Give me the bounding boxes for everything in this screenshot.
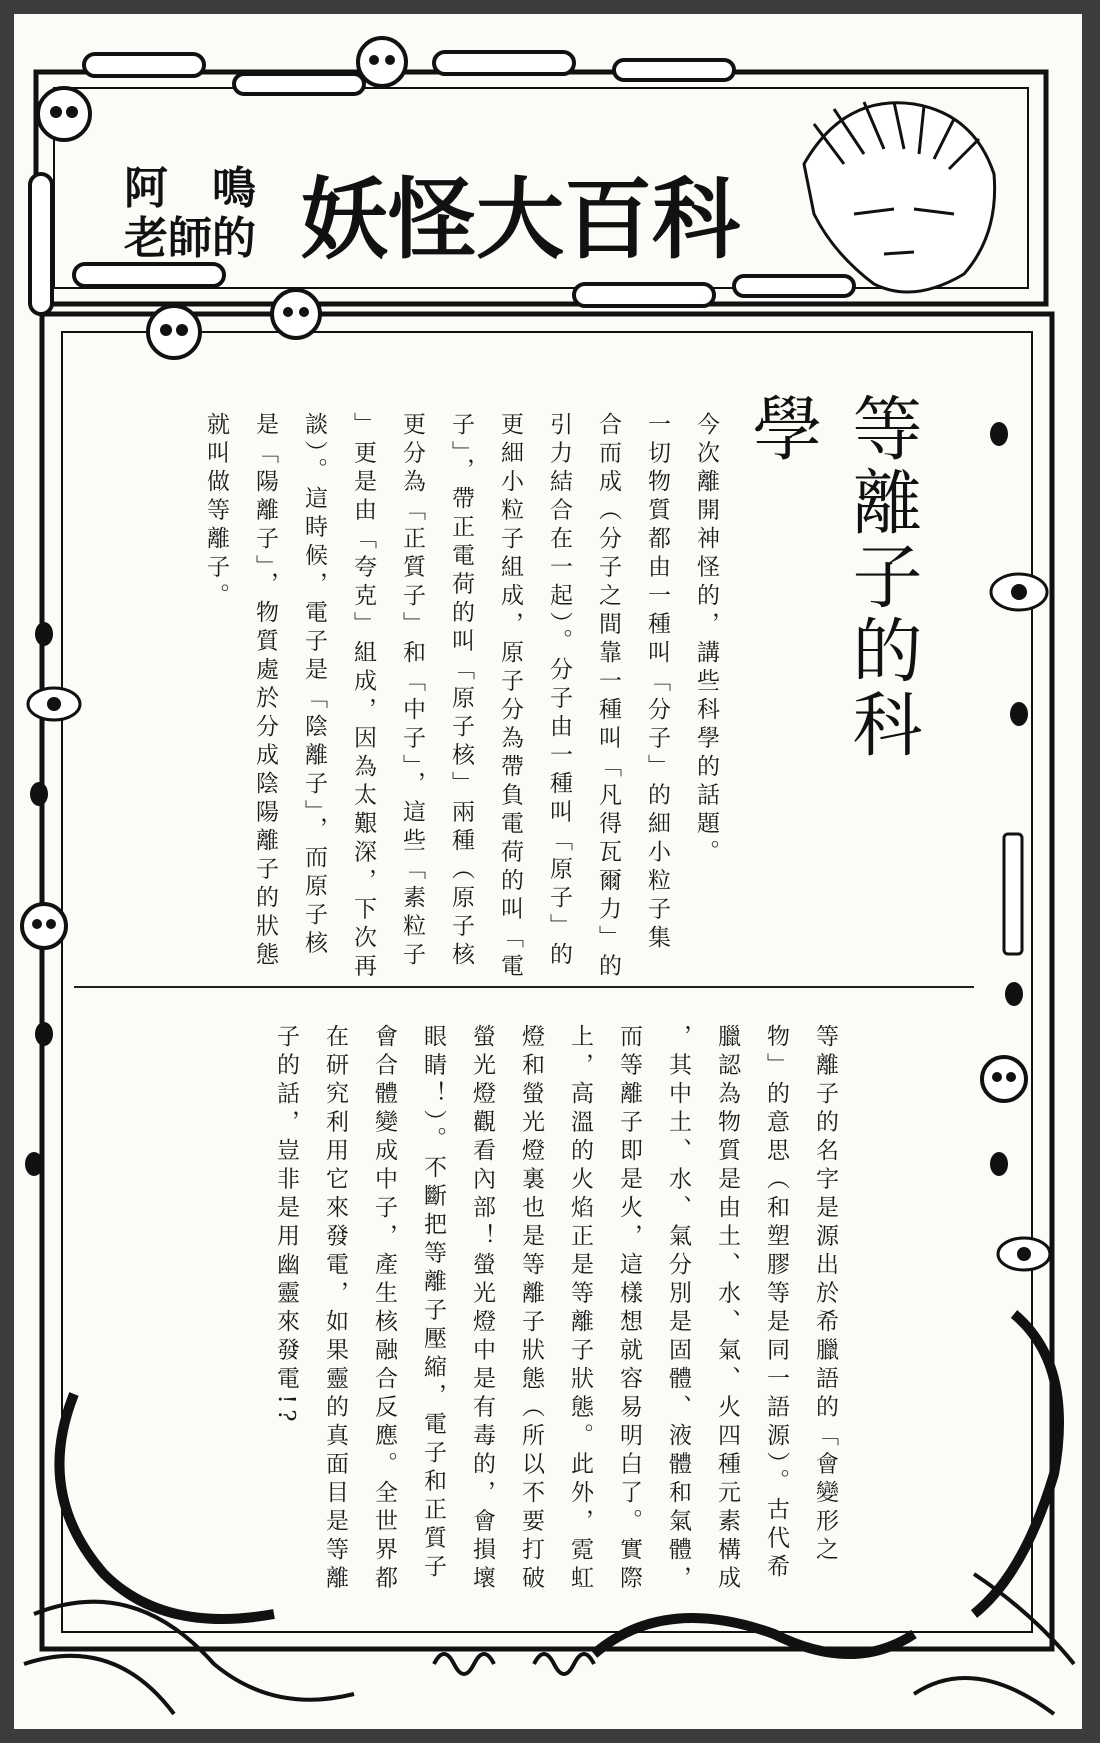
article-line: 更分為「正質子」和「中子」，這些「素粒子	[399, 412, 425, 971]
title-main: 妖怪大百科	[300, 168, 741, 271]
article-line: 引力結合在一起）。分子由一種叫「原子」的	[546, 412, 572, 971]
comic-page	[14, 14, 1082, 1729]
article-section-1	[110, 412, 730, 982]
page-title	[124, 164, 804, 276]
article-line: 上，高溫的火焰正是等離子狀態。此外，霓虹	[567, 1024, 593, 1594]
article-line: 」更是由「夸克」組成，因為太艱深，下次再	[350, 412, 376, 982]
article-line: 就叫做等離子。	[203, 412, 229, 612]
article-line: 螢光燈觀看內部！螢光燈中是有毒的，會損壞	[469, 1024, 495, 1594]
article-line: 燈和螢光燈裏也是等離子狀態（所以不要打破	[518, 1024, 544, 1594]
article-line: 眼睛！）。不斷把等離子壓縮，電子和正質子	[420, 1024, 446, 1583]
section-heading: 等離子的科學	[741, 392, 923, 762]
article-line: 子」，帶正電荷的叫「原子核」兩種（原子核	[448, 412, 474, 971]
article-line: 談）。這時候，電子是「陰離子」，而原子核	[301, 412, 327, 959]
article-line: ，其中土、水、氣分別是固體、液體和氣體，	[665, 1024, 691, 1594]
article-line: 臘認為物質是由土、水、氣、火四種元素構成	[714, 1024, 740, 1594]
article-line: 今次離開神怪的，講些科學的話題。	[693, 412, 719, 868]
article-line: 會合體變成中子，產生核融合反應。全世界都	[371, 1024, 397, 1594]
article-line: 等離子的名字是源出於希臘語的「會變形之	[812, 1024, 838, 1566]
article-line: 在研究利用它來發電，如果靈的真面目是等離	[322, 1024, 348, 1594]
article-line: 子的話，豈非是用幽靈來發電!?	[273, 1024, 299, 1428]
article-line: 物」的意思（和塑膠等是同一語源）。古代希	[763, 1024, 789, 1583]
article-line: 更細小粒子組成，原子分為帶負電荷的叫「電	[497, 412, 523, 982]
article-section-2	[129, 1024, 849, 1724]
title-subtitle-line-1: 阿 鳴	[124, 163, 256, 214]
article-line: 而等離子即是火，這樣想就容易明白了。實際	[616, 1024, 642, 1594]
title-subtitle	[124, 164, 294, 264]
article-line: 合而成（分子之間靠一種叫「凡得瓦爾力」的	[595, 412, 621, 982]
section-divider	[74, 986, 974, 988]
title-subtitle-line-2: 老師的	[124, 213, 256, 264]
article-line: 一切物質都由一種叫「分子」的細小粒子集	[644, 412, 670, 954]
article-line: 是「陽離子」，物質處於分成陰陽離子的狀態	[252, 412, 278, 971]
